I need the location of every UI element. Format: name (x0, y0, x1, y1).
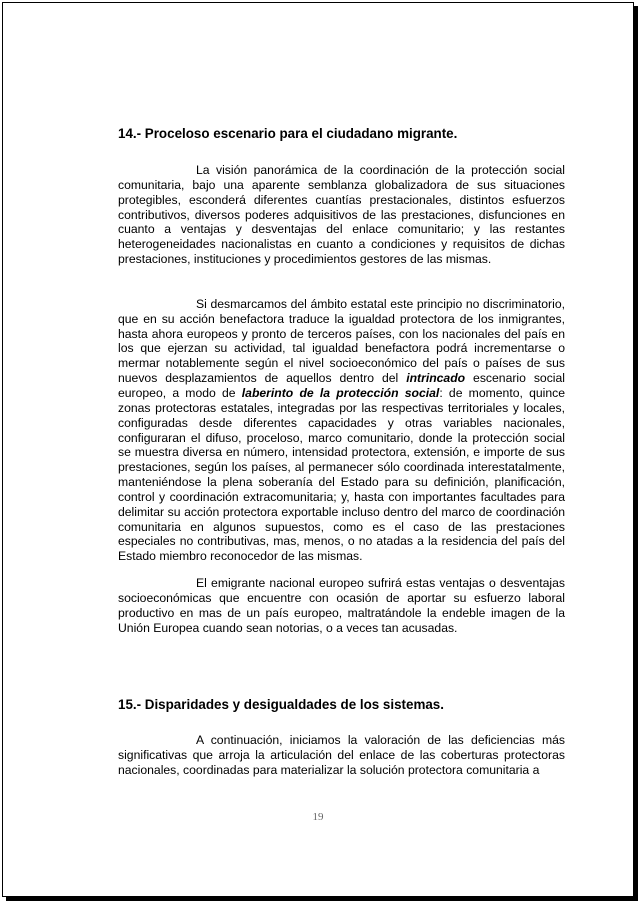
paragraph-2-text-c: : de momento, quince zonas protectoras estatales, integradas por las respectivas territoriales y locales, configuradas desde diferentes capacidades y otras variables nacionales, configuraran el difuso, proceloso, marco comunitario, donde la protección social se muestra diversa en número, intensidad protectora, extensión, e importe de sus prestaciones, según los países, al permanecer sólo coordinada interestatalmente, manteniéndose la plena soberanía del Estado para su definición, planificación, control y coordinación extracomunitaria; y, hasta con importantes facultades para delimitar su acción protectora exportable incluso dentro del marco de coordinación comunitaria en algunos supuestos, como es el caso de las prestaciones especiales no contributivas, mas, menos, o no atadas a la residencia del país del Estado miembro reconocedor de las mismas. (118, 385, 565, 564)
document-page (2, 2, 634, 897)
page-content (118, 121, 565, 778)
section-14-paragraph-1: La visión panorámica de la coordinación de la protección social comunitaria, bajo una aparente semblanza globalizadora de sus situaciones protegibles, esconderá diferentes cuantías prestacionales, distintos esfuerzos contributivos, diversos poderes adquisitivos de las prestaciones, disfunciones en cuanto a ventajas y desventajas del enlace comunitario; y las restantes heterogeneidades nacionalistas en cuanto a condiciones y requisitos de dichas prestaciones, instituciones y procedimientos gestores de las mismas. (118, 163, 565, 267)
paragraph-2-text-b: escenario social europeo, a modo de (118, 371, 565, 400)
emphasis-intrincado: intrincado (406, 371, 466, 386)
section-14-paragraph-2 (118, 297, 565, 564)
section-14-heading: 14.- Proceloso escenario para el ciudadano migrante. (118, 126, 458, 141)
section-14-paragraph-3: El emigrante nacional europeo sufrirá estas ventajas o desventajas socioeconómicas que encuentre con ocasión de aportar su esfuerzo laboral productivo en mas de un país europeo, maltratándole la endeble imagen de la Unión Europea cuando sean notorias, o a veces tan acusadas. (118, 576, 565, 635)
page-number: 19 (312, 811, 324, 823)
section-15-heading: 15.- Disparidades y desigualdades de los sistemas. (118, 697, 444, 713)
section-15-paragraph-1: A continuación, iniciamos la valoración de las deficiencias más significativas que arroja la articulación del enlace de las coberturas protectoras nacionales, coordinadas para materializar la solución protectora comunitaria a (118, 733, 565, 778)
paragraph-2-text-a: Si desmarcamos del ámbito estatal este principio no discriminatorio, que en su acción benefactora traduce la igualdad protectora de los inmigrantes, hasta ahora europeos y pronto de terceros países, con los nacionales del país en los que ejerzan su actividad, tal igualdad benefactora podrá incrementarse o mermar notablemente según el nivel socioeconómico del país o países de sus nuevos desplazamientos de aquellos dentro del (118, 296, 565, 386)
emphasis-laberinto: laberinto de la protección social (241, 385, 440, 400)
